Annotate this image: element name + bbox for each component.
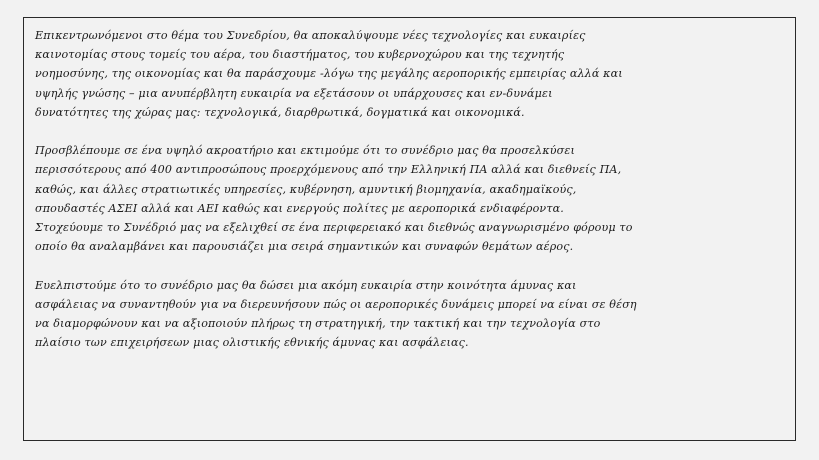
text-line: Στοχεύουμε το Συνέδριό μας να εξελιχθεί σε ένα περιφερειακό και διεθνώς αναγνωρισμένο φόρουμ το: [35, 221, 633, 235]
text-line: οποίο θα αναλαμβάνει και παρουσιάζει μια σειρά σημαντικών και συναφών θεμάτων αέρος.: [35, 240, 574, 254]
text-line: Προσβλέπουμε σε ένα υψηλό ακροατήριο και εκτιμούμε ότι το συνέδριο μας θα προσελκύσει: [35, 144, 575, 158]
paragraph-spacer: [35, 256, 789, 275]
paragraph-1: [35, 26, 789, 122]
text-frame: [23, 17, 796, 441]
text-line: περισσότερους από 400 αντιπροσώπους προερχόμενους από την Ελληνική ΠΑ αλλά και διεθνείς ΠΑ,: [35, 163, 622, 177]
text-line: Επικεντρωνόμενοι στο θέμα του Συνεδρίου, θα αποκαλύψουμε νέες τεχνολογίες και ευκαιρίες: [35, 29, 586, 42]
text-line: καινοτομίας στους τομείς του αέρα, του διαστήματος, του κυβερνοχώρου και της τεχνητής: [35, 48, 565, 62]
text-line: πλαίσιο των επιχειρήσεων μιας ολιστικής εθνικής άμυνας και ασφάλειας.: [35, 336, 469, 350]
paragraph-spacer: [35, 122, 789, 141]
text-line: να διαμορφώνουν και να αξιοποιούν πλήρως τη στρατηγική, την τακτική και την τεχνολογία στο: [35, 317, 601, 331]
text-line: καθώς, και άλλες στρατιωτικές υπηρεσίες, κυβέρνηση, αμυντική βιομηχανία, ακαδημαϊκούς,: [35, 182, 577, 196]
text-line: νοημοσύνης, της οικονομίας και θα παράσχουμε -λόγω της μεγάλης αεροπορικής εμπειρίας αλλά και: [35, 67, 623, 81]
document-body: [35, 26, 789, 352]
text-line: ασφάλειας να συναντηθούν για να διερευνήσουν πώς οι αεροπορικές δυνάμεις μπορεί να είναι σε θέση: [35, 297, 637, 311]
text-line: σπουδαστές ΑΣΕΙ αλλά και ΑΕΙ καθώς και ενεργούς πολίτες με αεροπορικά ενδιαφέροντα.: [35, 201, 564, 215]
text-line: Ευελπιστούμε ότο το συνέδριο μας θα δώσει μια ακόμη ευκαιρία στην κοινότητα άμυνας και: [35, 278, 577, 292]
paragraph-3: [35, 276, 789, 353]
text-line: υψηλής γνώσης – μια ανυπέρβλητη ευκαιρία να εξετάσουν οι υπάρχουσες και εν-δυνάμει: [35, 86, 553, 100]
paragraph-2: [35, 141, 789, 256]
text-line: δυνατότητες της χώρας μας: τεχνολογικά, διαρθρωτικά, δογματικά και οικονομικά.: [35, 105, 525, 119]
